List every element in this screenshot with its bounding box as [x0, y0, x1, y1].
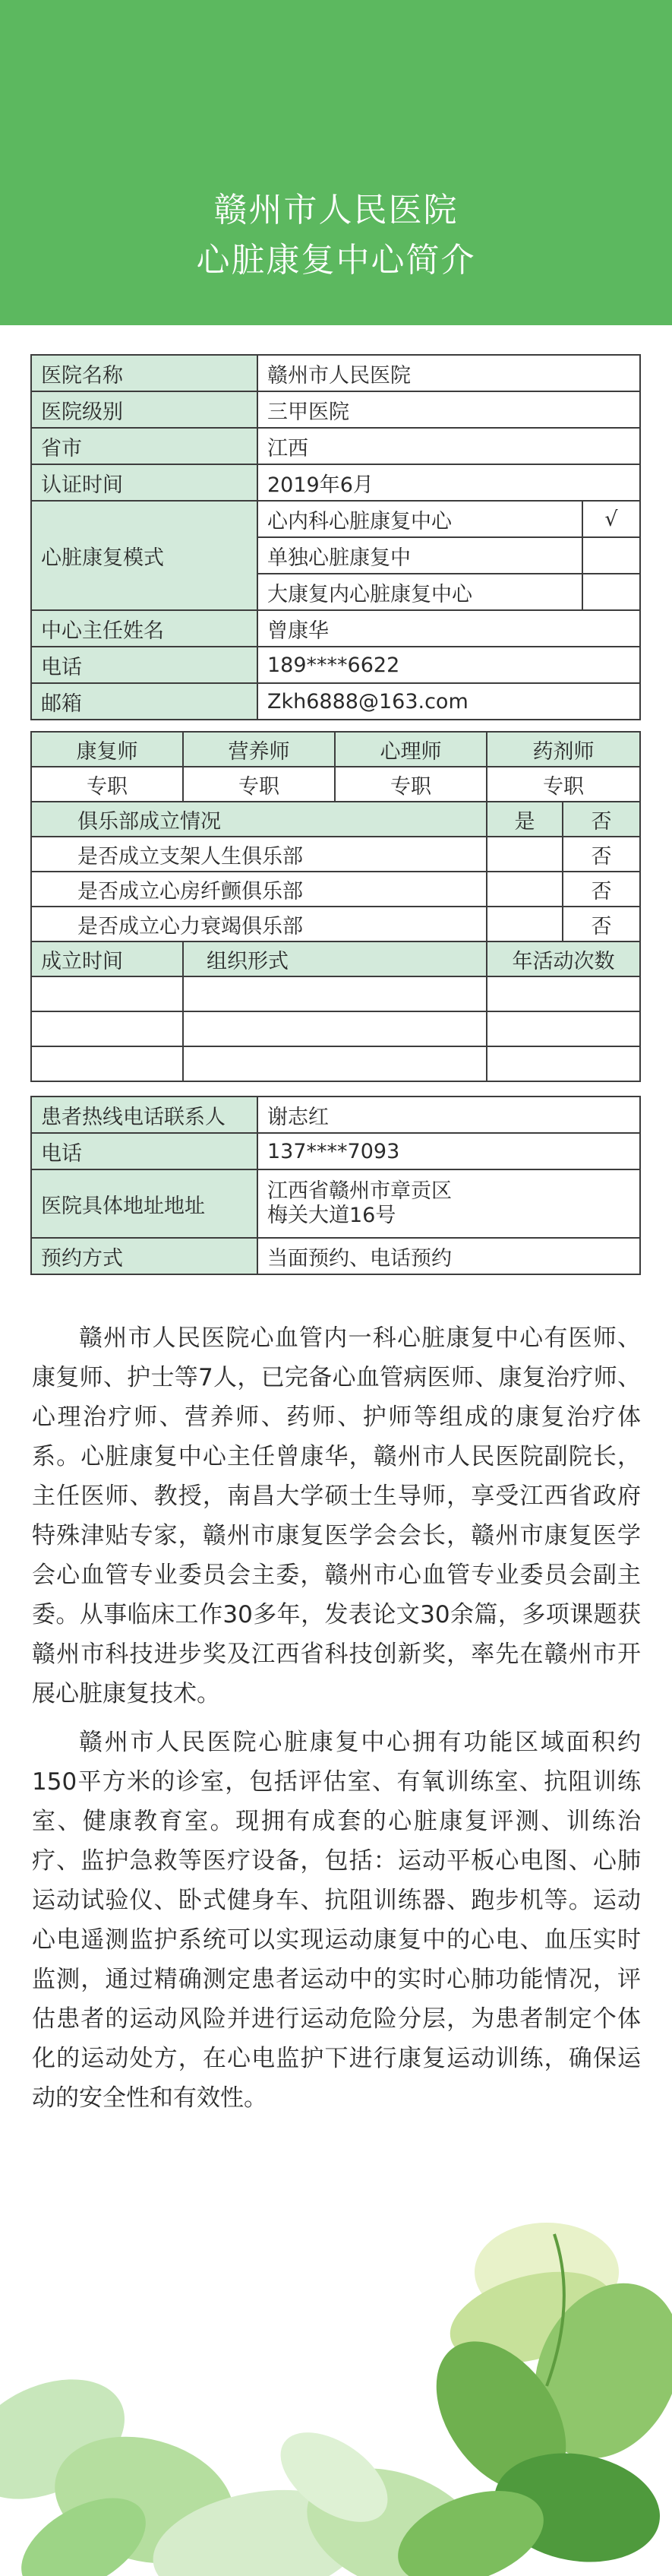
page-title: 赣州市人民医院 [213, 191, 459, 229]
staff-header: 营养师 [183, 732, 335, 767]
mode-name: 单独心脏康复中 [257, 537, 582, 574]
club-cell [183, 1011, 487, 1046]
hospital-name-value: 赣州市人民医院 [257, 355, 640, 391]
mode-check: √ [582, 501, 640, 537]
table-row [31, 1046, 640, 1081]
level-label: 医院级别 [31, 391, 257, 428]
table-row [31, 610, 640, 647]
club-cell [487, 1046, 640, 1081]
club-row-yes [487, 837, 563, 872]
email-value: Zkh6888@163.com [257, 683, 640, 720]
staff-value: 专职 [335, 767, 487, 802]
club-yes-header: 是 [487, 802, 563, 837]
table-row [31, 501, 640, 537]
address-line: 江西省赣州市章贡区 [267, 1179, 452, 1203]
info-table [30, 354, 641, 720]
contact-phone-label: 电话 [31, 1133, 257, 1169]
club-cell [31, 976, 183, 1011]
hotline-label: 患者热线电话联系人 [31, 1097, 257, 1133]
club-row-no: 否 [563, 907, 640, 941]
mode-label: 心脏康复模式 [31, 501, 257, 610]
staff-header: 心理师 [335, 732, 487, 767]
cert-time-value: 2019年6月 [257, 464, 640, 501]
province-value: 江西 [257, 428, 640, 464]
club-cell [183, 1046, 487, 1081]
mode-name: 大康复内心脏康复中心 [257, 574, 582, 610]
table-row [31, 391, 640, 428]
page-subtitle: 心脏康复中心简介 [196, 241, 476, 280]
table-row [31, 976, 640, 1011]
staff-club-table [30, 731, 641, 1082]
phone-value: 189****6622 [257, 647, 640, 683]
table-row [31, 1097, 640, 1133]
intro-paragraph: 赣州市人民医院心血管内一科心脏康复中心有医师、康复师、护士等7人，已完备心血管病医师、康复治疗师、心理治疗师、营养师、药师、护师等组成的康复治疗体系。心脏康复中心主任曾康华，赣州市人民医院副院长，主任医师、教授，南昌大学硕士生导师，享受江西省政府特殊津贴专家，赣州市康复医学会会长，赣州市康复医学会心血管专业委员会主委，赣州市心血管专业委员会副主委。从事临床工作30多年，发表论文30余篇，多项课题获赣州市科技进步奖及江西省科技创新奖，率先在赣州市开展心脏康复技术。 [32, 1324, 641, 1707]
club-count-header: 年活动次数 [487, 941, 640, 976]
club-title: 俱乐部成立情况 [31, 802, 487, 837]
phone-label: 电话 [31, 647, 257, 683]
club-time-header: 成立时间 [31, 941, 183, 976]
level-value: 三甲医院 [257, 391, 640, 428]
club-row-label: 是否成立支架人生俱乐部 [31, 837, 487, 872]
province-label: 省市 [31, 428, 257, 464]
table-row [31, 872, 640, 907]
table-row [31, 732, 640, 767]
table-row [31, 941, 640, 976]
staff-header: 康复师 [31, 732, 183, 767]
hotline-value: 谢志红 [257, 1097, 640, 1133]
booking-value: 当面预约、电话预约 [257, 1238, 640, 1274]
hospital-name-label: 医院名称 [31, 355, 257, 391]
club-cell [183, 976, 487, 1011]
club-row-label: 是否成立心房纤颤俱乐部 [31, 872, 487, 907]
staff-value: 专职 [487, 767, 640, 802]
table-row [31, 907, 640, 941]
club-cell [487, 976, 640, 1011]
email-label: 邮箱 [31, 683, 257, 720]
contact-phone-value: 137****7093 [257, 1133, 640, 1169]
mode-check [582, 537, 640, 574]
staff-value: 专职 [183, 767, 335, 802]
mode-name: 心内科心脏康复中心 [257, 501, 582, 537]
facility-paragraph: 赣州市人民医院心脏康复中心拥有功能区域面积约150平方米的诊室，包括评估室、有氧训练室、抗阻训练室、健康教育室。现拥有成套的心脏康复评测、训练治疗、监护急救等医疗设备，包括：运动平板心电图、心肺运动试验仪、卧式健身车、抗阻训练器、跑步机等。运动心电遥测监护系统可以实现运动康复中的心电、血压实时监测，通过精确测定患者运动中的实时心肺功能情况，评估患者的运动风险并进行运动危险分层，为患者制定个体化的运动处方，在心电监护下进行康复运动训练，确保运动的安全性和有效性。 [32, 1729, 641, 2112]
table-row [31, 1011, 640, 1046]
club-row-label: 是否成立心力衰竭俱乐部 [31, 907, 487, 941]
address-label: 医院具体地址地址 [31, 1169, 257, 1238]
table-row [31, 464, 640, 501]
staff-header: 药剂师 [487, 732, 640, 767]
club-row-no: 否 [563, 872, 640, 907]
mode-check [582, 574, 640, 610]
director-value: 曾康华 [257, 610, 640, 647]
club-row-yes [487, 872, 563, 907]
contact-table [30, 1096, 641, 1275]
director-label: 中心主任姓名 [31, 610, 257, 647]
club-form-header: 组织形式 [183, 941, 487, 976]
club-cell [487, 1011, 640, 1046]
club-row-yes [487, 907, 563, 941]
table-row [31, 1238, 640, 1274]
club-cell [31, 1046, 183, 1081]
table-row [31, 802, 640, 837]
table-row [31, 355, 640, 391]
booking-label: 预约方式 [31, 1238, 257, 1274]
header-banner [0, 0, 672, 325]
club-no-header: 否 [563, 802, 640, 837]
staff-value: 专职 [31, 767, 183, 802]
table-row [31, 837, 640, 872]
table-row [31, 428, 640, 464]
table-row [31, 1133, 640, 1169]
address-value [257, 1169, 640, 1238]
cert-time-label: 认证时间 [31, 464, 257, 501]
club-cell [31, 1011, 183, 1046]
table-row [31, 767, 640, 802]
club-row-no: 否 [563, 837, 640, 872]
table-row [31, 647, 640, 683]
table-row [31, 1169, 640, 1238]
leaves-decoration [0, 2188, 672, 2576]
address-line: 梅关大道16号 [267, 1204, 396, 1227]
table-row [31, 683, 640, 720]
